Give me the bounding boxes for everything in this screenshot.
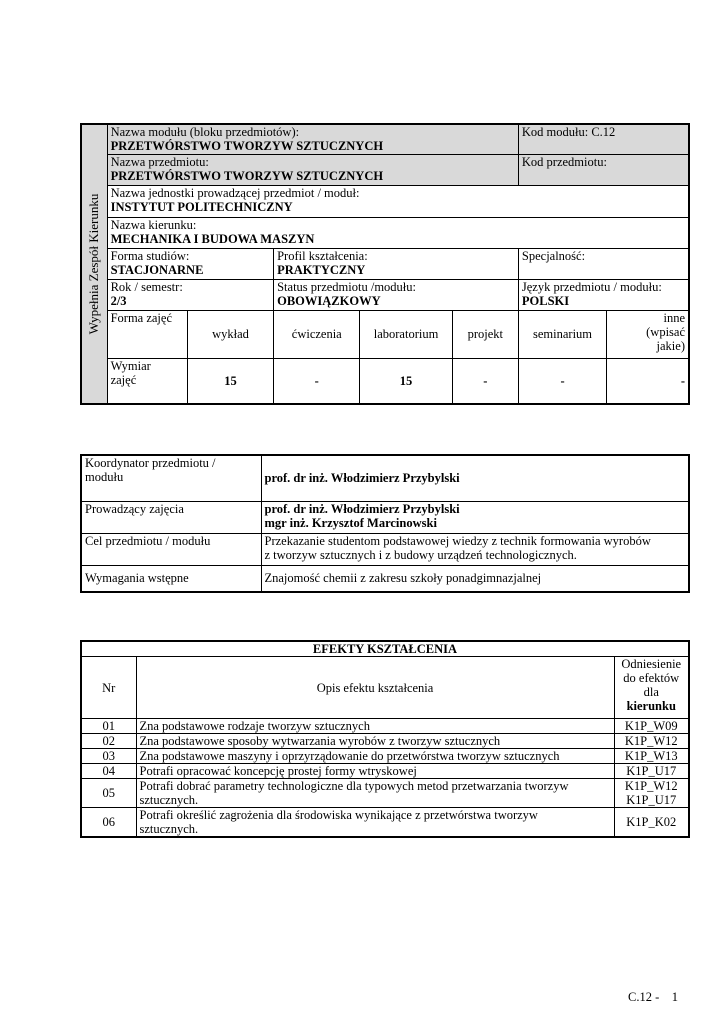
effect-ref — [614, 779, 689, 808]
form-project: projekt — [452, 310, 518, 358]
effect-ref: K1P_W13 — [614, 749, 689, 764]
coordinator-label-line: modułu — [85, 470, 124, 484]
field-cell — [107, 217, 689, 248]
language-value: POLSKI — [521, 293, 570, 308]
form-laboratory: laboratorium — [360, 310, 452, 358]
hours-seminar: - — [518, 358, 606, 404]
hours-lecture: 15 — [187, 358, 273, 404]
side-label-cell — [81, 124, 107, 404]
unit-value: INSTYTUT POLITECHNICZNY — [110, 199, 293, 214]
table-row — [81, 734, 689, 749]
status-value: OBOWIĄZKOWY — [277, 293, 381, 308]
col-ref-line: do efektów — [623, 671, 680, 685]
subject-name-value: PRZETWÓRSTWO TWORZYW SZTUCZNYCH — [110, 168, 384, 183]
module-name-label: Nazwa modułu (bloku przedmiotów): — [110, 125, 300, 139]
effect-desc: Zna podstawowe maszyny i oprzyrządowanie do przetwórstwa tworzyw sztucznych — [136, 749, 614, 764]
subject-name-label: Nazwa przedmiotu: — [110, 154, 209, 169]
effect-desc-line: sztucznych. — [139, 822, 199, 836]
hours-project: - — [452, 358, 518, 404]
teachers-value — [261, 501, 689, 533]
table-row — [81, 719, 689, 734]
effect-ref-line: K1P_W12 — [624, 779, 678, 793]
goal-line: z tworzyw sztucznych i z budowy urządzeń technologicznych. — [264, 547, 577, 562]
module-name-cell — [107, 124, 518, 154]
profile-value: PRAKTYCZNY — [277, 262, 366, 277]
effect-nr: 04 — [81, 764, 136, 779]
status-cell — [274, 279, 519, 310]
effects-table — [80, 640, 690, 838]
subject-code: Kod przedmiotu: — [518, 154, 689, 185]
profile-label: Profil kształcenia: — [277, 248, 368, 263]
form-seminar: seminarium — [518, 310, 606, 358]
effect-desc: Potrafi opracować koncepcję prostej formy wtryskowej — [136, 764, 614, 779]
effect-ref-line: K1P_U17 — [626, 793, 677, 807]
page-footer: C.12 - 1 — [628, 990, 678, 1004]
effect-nr: 03 — [81, 749, 136, 764]
field-label: Nazwa kierunku: — [110, 217, 197, 232]
language-cell — [518, 279, 689, 310]
form-other-line: (wpisać — [646, 324, 685, 339]
effect-desc: Zna podstawowe sposoby wytwarzania wyrobów z tworzyw sztucznych — [136, 734, 614, 749]
form-other-line: inne — [663, 310, 685, 325]
effect-nr: 06 — [81, 808, 136, 838]
coordinator-value: prof. dr inż. Włodzimierz Przybylski — [261, 455, 689, 501]
table-row — [81, 808, 689, 838]
study-form-value: STACJONARNE — [110, 262, 204, 277]
coordinator-label-line: Koordynator przedmiotu / — [85, 456, 216, 470]
col-desc-header: Opis efektu kształcenia — [136, 657, 614, 719]
effect-desc-line: sztucznych. — [139, 793, 199, 807]
goal-line: Przekazanie studentom podstawowej wiedzy z technik formowania wyrobów — [264, 533, 651, 548]
form-other-line: jakie) — [656, 338, 685, 353]
hours-label-line: zajęć — [110, 372, 137, 387]
effect-ref: K1P_K02 — [614, 808, 689, 838]
effect-desc — [136, 808, 614, 838]
hours-label-line: Wymiar — [110, 358, 151, 373]
effect-nr: 05 — [81, 779, 136, 808]
hours-exercises: - — [274, 358, 360, 404]
coordinator-label — [81, 455, 261, 501]
effect-nr: 01 — [81, 719, 136, 734]
requirements-value: Znajomość chemii z zakresu szkoły ponadgimnazjalnej — [261, 565, 689, 592]
teachers-label: Prowadzący zajęcia — [81, 501, 261, 533]
hours-other: - — [607, 358, 689, 404]
effect-ref: K1P_W09 — [614, 719, 689, 734]
effect-desc: Zna podstawowe rodzaje tworzyw sztucznych — [136, 719, 614, 734]
language-label: Język przedmiotu / modułu: — [521, 279, 662, 294]
subject-name-cell — [107, 154, 518, 185]
goal-label: Cel przedmiotu / modułu — [81, 533, 261, 565]
module-info-table — [80, 123, 690, 405]
effect-nr: 02 — [81, 734, 136, 749]
table-row — [81, 779, 689, 808]
hours-label — [107, 358, 187, 404]
table-row — [81, 749, 689, 764]
unit-label: Nazwa jednostki prowadzącej przedmiot / moduł: — [110, 185, 360, 200]
teacher-name: prof. dr inż. Włodzimierz Przybylski — [264, 501, 460, 516]
effect-desc — [136, 779, 614, 808]
unit-cell — [107, 185, 689, 217]
requirements-label: Wymagania wstępne — [81, 565, 261, 592]
year-value: 2/3 — [110, 293, 127, 308]
goal-value — [261, 533, 689, 565]
field-value: MECHANIKA I BUDOWA MASZYN — [110, 231, 315, 246]
col-ref-line: Odniesienie — [621, 657, 682, 671]
year-label: Rok / semestr: — [110, 279, 183, 294]
col-nr-header: Nr — [81, 657, 136, 719]
effect-desc-line: Potrafi określić zagrożenia dla środowiska wynikające z przetwórstwa tworzyw — [139, 808, 538, 822]
effects-title: EFEKTY KSZTAŁCENIA — [81, 641, 689, 657]
profile-cell — [274, 248, 519, 279]
side-label: Wypełnia Zespół Kierunku — [86, 193, 102, 335]
year-cell — [107, 279, 274, 310]
study-form-label: Forma studiów: — [110, 248, 190, 263]
module-code: Kod modułu: C.12 — [518, 124, 689, 154]
coordinator-table — [80, 454, 690, 593]
forms-label: Forma zajęć — [107, 310, 187, 358]
table-row — [81, 764, 689, 779]
effect-ref: K1P_W12 — [614, 734, 689, 749]
form-other — [607, 310, 689, 358]
col-ref-header — [614, 657, 689, 719]
form-exercises: ćwiczenia — [274, 310, 360, 358]
effect-ref: K1P_U17 — [614, 764, 689, 779]
hours-laboratory: 15 — [360, 358, 452, 404]
col-ref-line: dla — [643, 685, 659, 699]
effect-desc-line: Potrafi dobrać parametry technologiczne dla typowych metod przetwarzania tworzyw — [139, 779, 569, 793]
status-label: Status przedmiotu /modułu: — [277, 279, 416, 294]
teacher-name: mgr inż. Krzysztof Marcinowski — [264, 515, 437, 530]
study-form-cell — [107, 248, 274, 279]
specialty-label: Specjalność: — [518, 248, 689, 279]
module-name-value: PRZETWÓRSTWO TWORZYW SZTUCZNYCH — [110, 139, 384, 153]
col-ref-line: kierunku — [626, 699, 676, 713]
form-lecture: wykład — [187, 310, 273, 358]
